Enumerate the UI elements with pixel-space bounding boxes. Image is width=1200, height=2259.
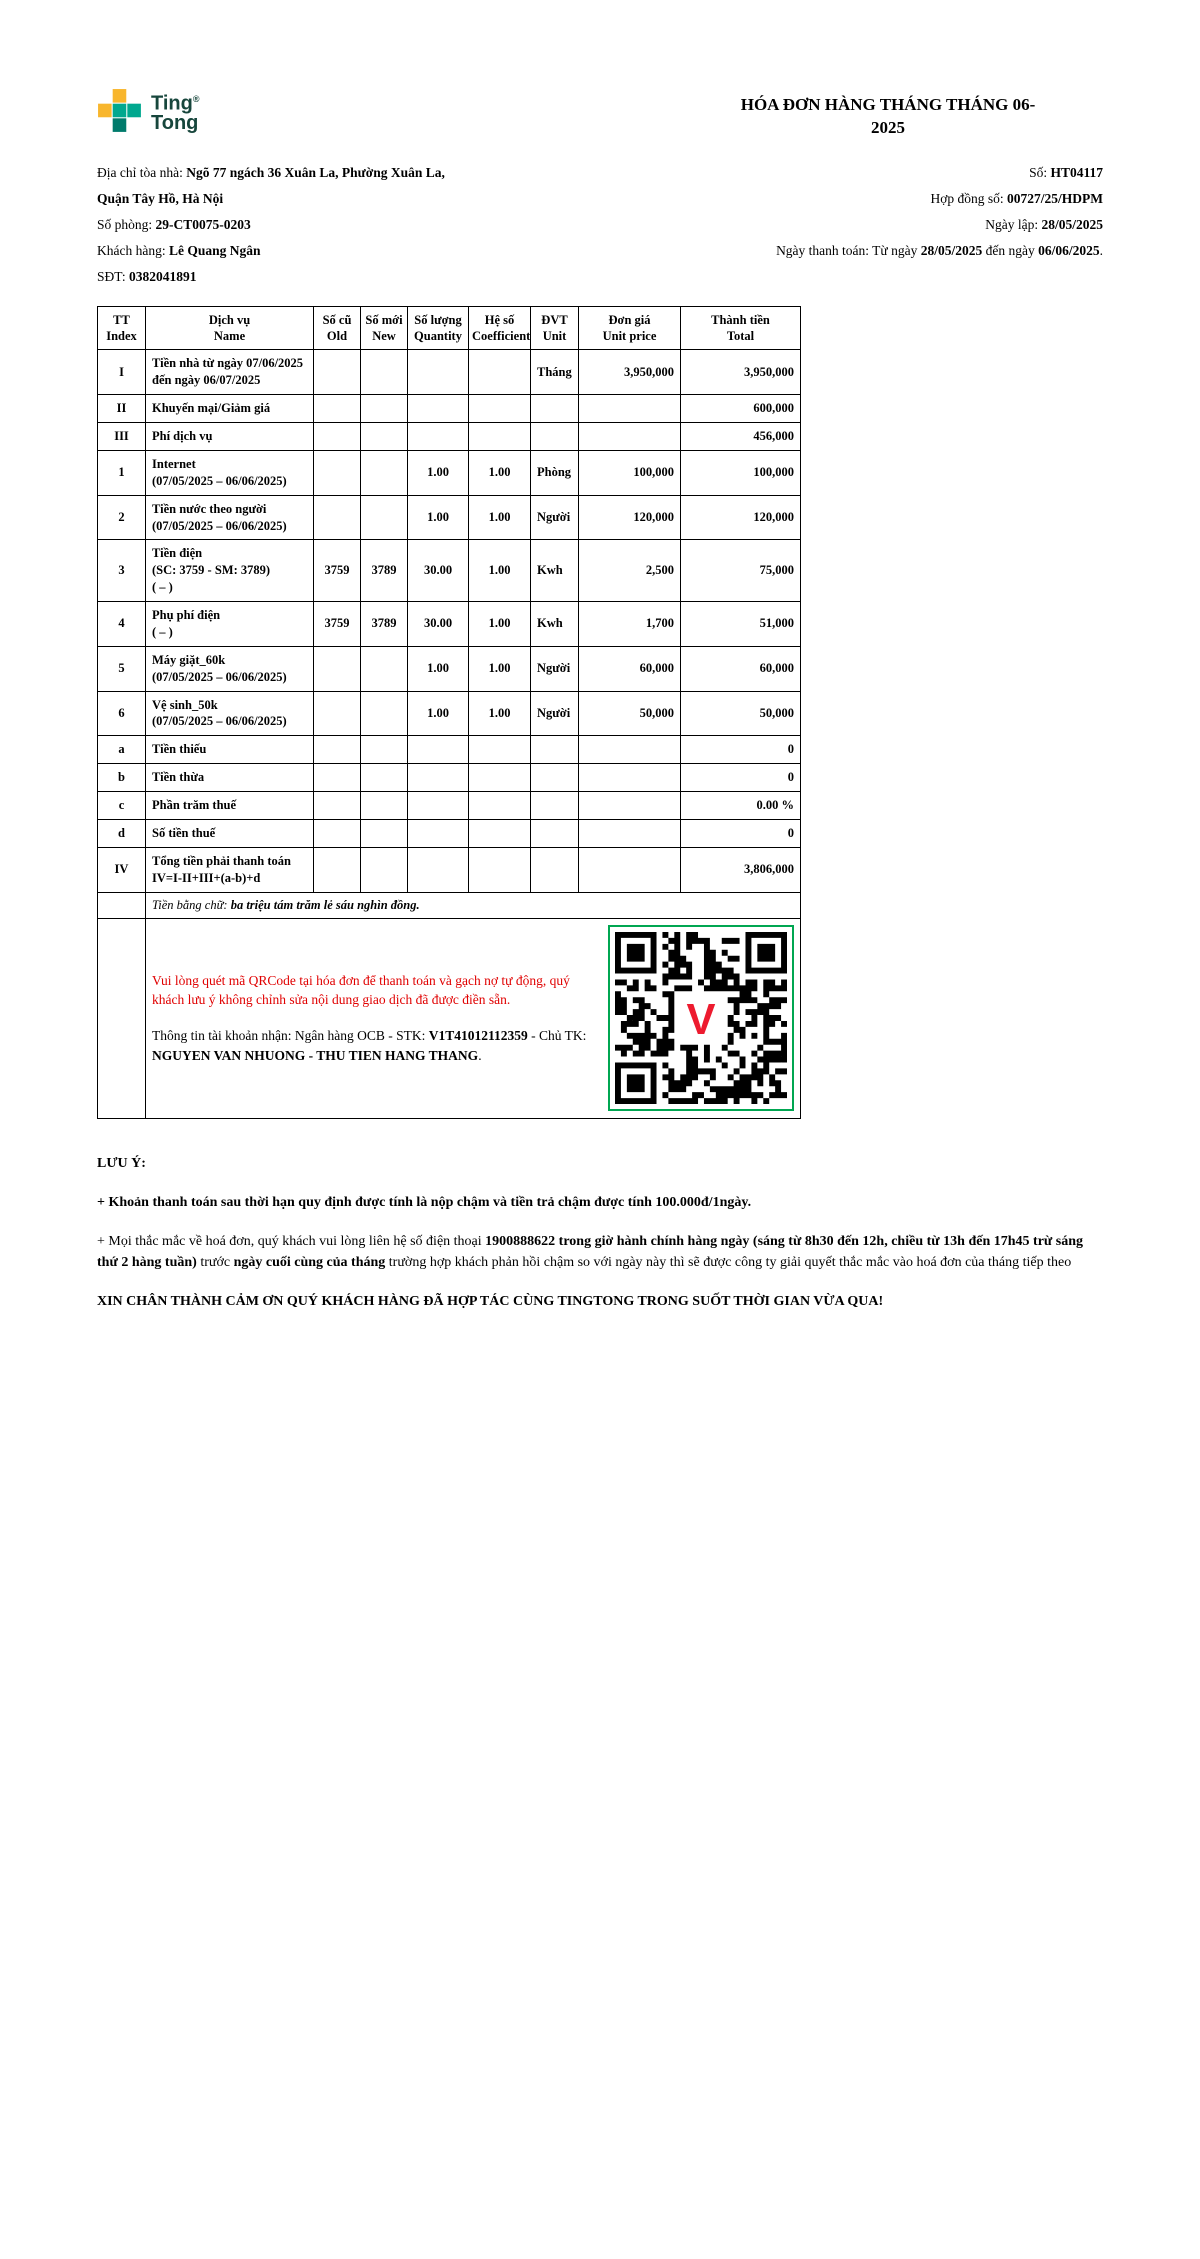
cell-total: 3,950,000: [681, 350, 801, 395]
col-header-name: Dịch vụ Name: [146, 306, 314, 350]
cell-name: Vệ sinh_50k (07/05/2025 – 06/06/2025): [146, 691, 314, 736]
table-row: [98, 792, 801, 820]
cell-price: [579, 423, 681, 451]
cell-qty: [408, 736, 469, 764]
cell-price: 50,000: [579, 691, 681, 736]
cell-name: Internet (07/05/2025 – 06/06/2025): [146, 450, 314, 495]
qr-code-image: [615, 932, 787, 1104]
table-row: [98, 395, 801, 423]
account-info: Thông tin tài khoản nhận: Ngân hàng OCB - STK: V1T41012112359 - Chủ TK: NGUYEN VAN NHUONG - THU TIEN HANG THANG.: [152, 1028, 587, 1063]
cell-name: Khuyến mại/Giảm giá: [146, 395, 314, 423]
table-row: [98, 736, 801, 764]
invoice-table-body: [98, 350, 801, 892]
cell-price: [579, 792, 681, 820]
col-header-unit: ĐVT Unit: [531, 306, 579, 350]
cell-unit: [531, 764, 579, 792]
cell-new: [361, 350, 408, 395]
cell-qty: [408, 847, 469, 892]
cell-qty: [408, 350, 469, 395]
cell-coef: 1.00: [469, 495, 531, 540]
amount-in-words-row: [98, 892, 801, 918]
cell-price: [579, 395, 681, 423]
cell-name: Tiền nước theo người (07/05/2025 – 06/06/2025): [146, 495, 314, 540]
cell-price: 2,500: [579, 540, 681, 602]
cell-total: 0.00 %: [681, 792, 801, 820]
table-row: [98, 646, 801, 691]
cell-unit: [531, 395, 579, 423]
col-header-total: Thành tiền Total: [681, 306, 801, 350]
cell-unit: Kwh: [531, 540, 579, 602]
tingtong-logo-icon: [97, 88, 143, 134]
cell-new: 3789: [361, 602, 408, 647]
cell-price: [579, 819, 681, 847]
cell-coef: [469, 792, 531, 820]
building-info: [97, 160, 467, 290]
table-row: [98, 691, 801, 736]
cell-tt: a: [98, 736, 146, 764]
cell-total: 600,000: [681, 395, 801, 423]
cell-name: Tổng tiền phải thanh toán IV=I-II+III+(a-b)+d: [146, 847, 314, 892]
cell-coef: 1.00: [469, 602, 531, 647]
cell-old: [314, 395, 361, 423]
cell-price: 120,000: [579, 495, 681, 540]
cell-qty: [408, 423, 469, 451]
cell-unit: Người: [531, 646, 579, 691]
cell-qty: 1.00: [408, 646, 469, 691]
room-number: Số phòng: 29-CT0075-0203: [97, 216, 251, 232]
cell-coef: [469, 736, 531, 764]
cell-coef: [469, 847, 531, 892]
cell-tt: c: [98, 792, 146, 820]
empty-cell: [98, 918, 146, 1118]
cell-price: 60,000: [579, 646, 681, 691]
cell-old: [314, 819, 361, 847]
cell-total: 0: [681, 764, 801, 792]
cell-old: 3759: [314, 540, 361, 602]
qr-section: [146, 918, 801, 1118]
amount-in-words: Tiền bằng chữ: ba triệu tám trăm lẻ sáu nghìn đồng.: [146, 892, 801, 918]
qr-row: [98, 918, 801, 1118]
cell-coef: [469, 764, 531, 792]
cell-unit: Phòng: [531, 450, 579, 495]
table-row: [98, 495, 801, 540]
cell-total: 100,000: [681, 450, 801, 495]
cell-total: 75,000: [681, 540, 801, 602]
qr-instruction: Vui lòng quét mã QRCode tại hóa đơn để thanh toán và gạch nợ tự động, quý khách lưu ý không chỉnh sửa nội dung giao dịch đã được điền sẵn.: [152, 972, 570, 1008]
cell-old: [314, 691, 361, 736]
cell-unit: [531, 792, 579, 820]
table-row: [98, 764, 801, 792]
cell-old: [314, 764, 361, 792]
thank-you-note: XIN CHÂN THÀNH CẢM ƠN QUÝ KHÁCH HÀNG ĐÃ HỢP TÁC CÙNG TINGTONG TRONG SUỐT THỜI GIAN VỪA QUA!: [97, 1293, 884, 1309]
cell-new: [361, 691, 408, 736]
cell-name: Tiền thiếu: [146, 736, 314, 764]
invoice-meta: [683, 160, 1103, 290]
cell-qty: 1.00: [408, 691, 469, 736]
cell-coef: 1.00: [469, 691, 531, 736]
cell-tt: 6: [98, 691, 146, 736]
cell-new: [361, 847, 408, 892]
cell-qty: 30.00: [408, 540, 469, 602]
payment-period: Ngày thanh toán: Từ ngày 28/05/2025 đến ngày 06/06/2025.: [776, 242, 1103, 258]
cell-tt: III: [98, 423, 146, 451]
cell-old: [314, 450, 361, 495]
cell-old: [314, 847, 361, 892]
cell-unit: Người: [531, 495, 579, 540]
cell-total: 0: [681, 736, 801, 764]
empty-cell: [98, 892, 146, 918]
cell-unit: [531, 423, 579, 451]
cell-coef: [469, 819, 531, 847]
qr-text-block: [152, 971, 594, 1065]
cell-new: [361, 495, 408, 540]
cell-total: 50,000: [681, 691, 801, 736]
cell-qty: [408, 792, 469, 820]
cell-new: [361, 423, 408, 451]
cell-unit: Tháng: [531, 350, 579, 395]
cell-name: Phần trăm thuế: [146, 792, 314, 820]
cell-coef: 1.00: [469, 646, 531, 691]
cell-coef: [469, 423, 531, 451]
cell-tt: 2: [98, 495, 146, 540]
building-address: Địa chỉ tòa nhà: Ngõ 77 ngách 36 Xuân La, Phường Xuân La, Quận Tây Hồ, Hà Nội: [97, 164, 445, 206]
info-section: [97, 160, 1103, 290]
cell-name: Phí dịch vụ: [146, 423, 314, 451]
invoice-table: [97, 306, 801, 1119]
cell-price: 1,700: [579, 602, 681, 647]
cell-total: 60,000: [681, 646, 801, 691]
cell-tt: 1: [98, 450, 146, 495]
cell-unit: Kwh: [531, 602, 579, 647]
cell-name: Tiền nhà từ ngày 07/06/2025 đến ngày 06/07/2025: [146, 350, 314, 395]
cell-qty: 30.00: [408, 602, 469, 647]
cell-qty: [408, 395, 469, 423]
cell-name: Phụ phí điện ( – ): [146, 602, 314, 647]
cell-tt: d: [98, 819, 146, 847]
page-title-line1: HÓA ĐƠN HÀNG THÁNG THÁNG 06-: [740, 95, 1036, 114]
col-header-coef: Hệ số Coefficient: [469, 306, 531, 350]
cell-new: [361, 819, 408, 847]
cell-coef: 1.00: [469, 540, 531, 602]
cell-total: 120,000: [681, 495, 801, 540]
cell-name: Máy giặt_60k (07/05/2025 – 06/06/2025): [146, 646, 314, 691]
cell-price: [579, 736, 681, 764]
cell-tt: 3: [98, 540, 146, 602]
cell-old: [314, 495, 361, 540]
customer-phone: SĐT: 0382041891: [97, 268, 197, 284]
cell-old: [314, 423, 361, 451]
cell-price: [579, 764, 681, 792]
cell-new: 3789: [361, 540, 408, 602]
cell-qty: 1.00: [408, 450, 469, 495]
cell-qty: [408, 764, 469, 792]
col-header-new: Số mới New: [361, 306, 408, 350]
cell-unit: Người: [531, 691, 579, 736]
contract-number: Hợp đồng số: 00727/25/HDPM: [930, 190, 1103, 206]
col-header-old: Số cũ Old: [314, 306, 361, 350]
cell-old: [314, 350, 361, 395]
cell-tt: 4: [98, 602, 146, 647]
col-header-qty: Số lượng Quantity: [408, 306, 469, 350]
cell-tt: IV: [98, 847, 146, 892]
page-title-line2: 2025: [871, 117, 905, 137]
hotline-note: + Mọi thắc mắc về hoá đơn, quý khách vui lòng liên hệ số điện thoại 1900888622 trong giờ hành chính hàng ngày (sáng từ 8h30 đến 12h, chiều từ 13h đến 17h45 trừ sáng thứ 2 hàng tuần) trước ngày cuối cùng của tháng trường hợp khách phản hồi chậm so với ngày này thì sẽ được công ty giải quyết thắc mắc vào hoá đơn của tháng tiếp theo: [97, 1233, 1084, 1270]
cell-new: [361, 395, 408, 423]
cell-new: [361, 646, 408, 691]
cell-old: 3759: [314, 602, 361, 647]
table-header-row: [98, 306, 801, 350]
header: [97, 88, 1103, 140]
cell-tt: II: [98, 395, 146, 423]
footer-notes: [97, 1153, 1103, 1312]
table-row: [98, 847, 801, 892]
logo-wordmark: [151, 89, 200, 134]
notes-heading: LƯU Ý:: [97, 1155, 146, 1171]
cell-qty: 1.00: [408, 495, 469, 540]
cell-old: [314, 736, 361, 764]
col-header-price: Đơn giá Unit price: [579, 306, 681, 350]
late-payment-note: + Khoản thanh toán sau thời hạn quy định được tính là nộp chậm và tiền trả chậm được tính 100.000đ/1ngày.: [97, 1194, 752, 1210]
page-title: [673, 94, 1103, 140]
cell-tt: I: [98, 350, 146, 395]
cell-total: 3,806,000: [681, 847, 801, 892]
cell-name: Số tiền thuế: [146, 819, 314, 847]
cell-coef: [469, 350, 531, 395]
cell-new: [361, 736, 408, 764]
table-row: [98, 350, 801, 395]
cell-unit: [531, 847, 579, 892]
table-row: [98, 423, 801, 451]
table-row: [98, 450, 801, 495]
cell-new: [361, 450, 408, 495]
cell-total: 0: [681, 819, 801, 847]
cell-tt: b: [98, 764, 146, 792]
invoice-number: Số: HT04117: [1029, 164, 1103, 180]
table-row: [98, 602, 801, 647]
cell-price: 100,000: [579, 450, 681, 495]
cell-old: [314, 646, 361, 691]
cell-coef: [469, 395, 531, 423]
logo-word2: Tong: [151, 112, 199, 135]
table-row: [98, 819, 801, 847]
qr-code: [608, 925, 794, 1111]
cell-tt: 5: [98, 646, 146, 691]
cell-total: 456,000: [681, 423, 801, 451]
issue-date: Ngày lập: 28/05/2025: [985, 216, 1103, 232]
cell-total: 51,000: [681, 602, 801, 647]
table-row: [98, 540, 801, 602]
cell-price: [579, 847, 681, 892]
tingtong-logo: [97, 88, 200, 134]
cell-coef: 1.00: [469, 450, 531, 495]
customer-name: Khách hàng: Lê Quang Ngân: [97, 242, 261, 258]
cell-qty: [408, 819, 469, 847]
cell-unit: [531, 819, 579, 847]
cell-new: [361, 792, 408, 820]
col-header-tt: TT Index: [98, 306, 146, 350]
cell-name: Tiền điện (SC: 3759 - SM: 3789) ( – ): [146, 540, 314, 602]
cell-price: 3,950,000: [579, 350, 681, 395]
registered-mark: ®: [192, 93, 200, 104]
cell-new: [361, 764, 408, 792]
logo-word1: Ting: [151, 92, 193, 115]
cell-name: Tiền thừa: [146, 764, 314, 792]
cell-unit: [531, 736, 579, 764]
cell-old: [314, 792, 361, 820]
vietqr-logo: V: [686, 995, 716, 1044]
